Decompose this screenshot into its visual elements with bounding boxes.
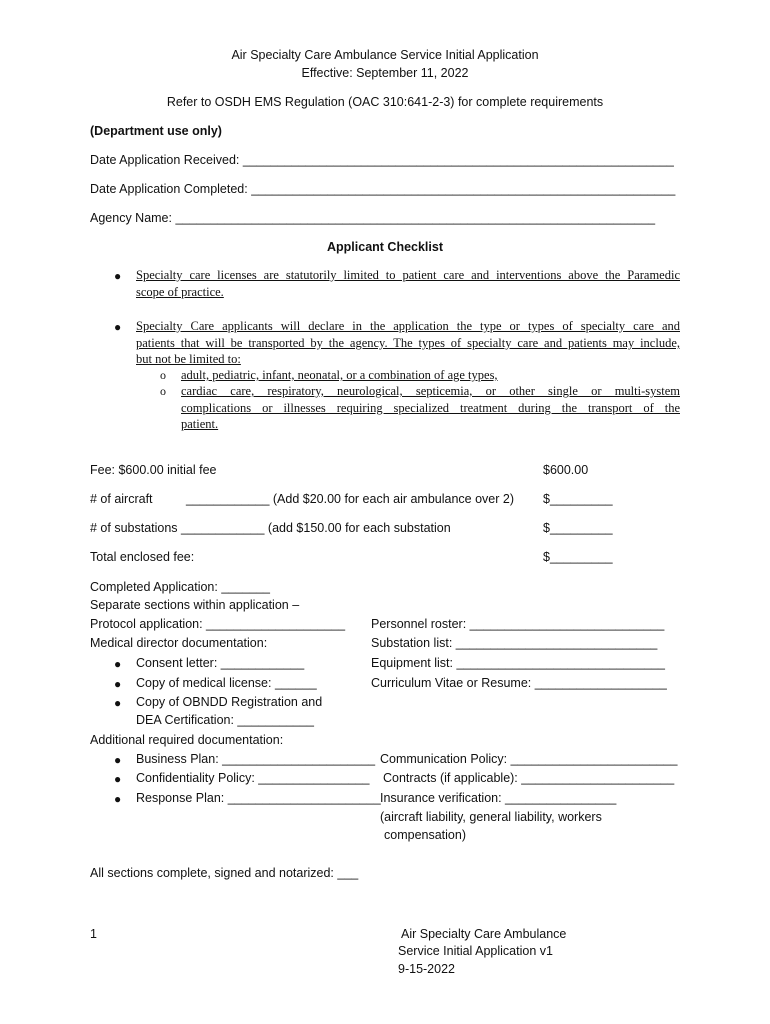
- medical-director-label: Medical director documentation:: [90, 636, 268, 650]
- substations-field[interactable]: # of substations ____________ (add $150.00 for each substation: [90, 521, 451, 535]
- substation-list-field[interactable]: Substation list: _____________________________: [371, 636, 658, 650]
- page-title: Air Specialty Care Ambulance Service Initial Application: [231, 48, 539, 62]
- checklist-item-2-line-1: Specialty Care applicants will declare in the application the type or types of specialty care and: [136, 319, 680, 333]
- footer-line-1: Air Specialty Care Ambulance: [401, 927, 567, 941]
- all-sections-complete-field[interactable]: All sections complete, signed and notarized: ___: [90, 866, 359, 880]
- aircraft-amount-field[interactable]: $_________: [543, 492, 613, 506]
- additional-documentation-label: Additional required documentation:: [90, 733, 284, 747]
- bullet-icon: ●: [114, 696, 122, 710]
- department-use-label: (Department use only): [90, 124, 222, 138]
- circle-bullet-icon: o: [160, 384, 166, 398]
- checklist-subitem-2-line-3: patient.: [181, 417, 219, 431]
- total-fee-label: Total enclosed fee:: [90, 550, 195, 564]
- bullet-icon: ●: [114, 320, 122, 334]
- bullet-icon: ●: [114, 269, 122, 283]
- medical-license-field[interactable]: Copy of medical license: ______: [136, 676, 317, 690]
- effective-date: Effective: September 11, 2022: [301, 66, 469, 80]
- regulation-reference: Refer to OSDH EMS Regulation (OAC 310:641-2-3) for complete requirements: [166, 95, 604, 109]
- agency-name-field[interactable]: Agency Name: _____________________________________________________________________: [90, 211, 656, 225]
- response-plan-field[interactable]: Response Plan: ______________________: [136, 791, 381, 805]
- aircraft-count-field[interactable]: ____________ (Add $20.00 for each air ambulance over 2): [186, 492, 515, 506]
- communication-policy-field[interactable]: Communication Policy: ________________________: [380, 752, 678, 766]
- confidentiality-policy-field[interactable]: Confidentiality Policy: ________________: [136, 771, 370, 785]
- bullet-icon: ●: [114, 677, 122, 691]
- bullet-icon: ●: [114, 753, 122, 767]
- footer-line-3: 9-15-2022: [398, 962, 455, 976]
- total-fee-field[interactable]: $_________: [543, 550, 613, 564]
- checklist-item-2-line-2: patients that will be transported by the agency. The types of specialty care and patients may include,: [136, 336, 680, 350]
- insurance-verification-field[interactable]: Insurance verification: ________________: [380, 791, 617, 805]
- fee-amount: $600.00: [543, 463, 589, 477]
- checklist-subitem-1: adult, pediatric, infant, neonatal, or a combination of age types,: [181, 368, 498, 382]
- equipment-list-field[interactable]: Equipment list: ______________________________: [371, 656, 666, 670]
- substations-amount-field[interactable]: $_________: [543, 521, 613, 535]
- checklist-item-2-line-3: but not be limited to:: [136, 352, 241, 366]
- insurance-note-line-2: compensation): [384, 828, 466, 842]
- checklist-subitem-2-line-1: cardiac care, respiratory, neurological, septicemia, or other single or multi-system: [181, 384, 680, 398]
- checklist-subitem-2-line-2: complications or illnesses requiring specialized treatment during the transport of the: [181, 401, 680, 415]
- obndd-registration-label: Copy of OBNDD Registration and: [136, 695, 323, 709]
- personnel-roster-field[interactable]: Personnel roster: ____________________________: [371, 617, 665, 631]
- dea-certification-field[interactable]: DEA Certification: ___________: [136, 713, 314, 727]
- checklist-heading: Applicant Checklist: [327, 240, 443, 254]
- checklist-item-1-line-1: Specialty care licenses are statutorily limited to patient care and interventions above the Paramedic: [136, 268, 680, 282]
- circle-bullet-icon: o: [160, 368, 166, 382]
- insurance-note-line-1: (aircraft liability, general liability, workers: [380, 810, 602, 824]
- consent-letter-field[interactable]: Consent letter: ____________: [136, 656, 305, 670]
- bullet-icon: ●: [114, 657, 122, 671]
- footer-line-2: Service Initial Application v1: [398, 944, 553, 958]
- checklist-item-1-line-2: scope of practice.: [136, 285, 224, 299]
- curriculum-vitae-field[interactable]: Curriculum Vitae or Resume: ___________________: [371, 676, 667, 690]
- date-received-field[interactable]: Date Application Received: ______________________________________________________________: [90, 153, 674, 167]
- separate-sections-label: Separate sections within application –: [90, 598, 300, 612]
- fee-label: Fee: $600.00 initial fee: [90, 463, 217, 477]
- date-completed-field[interactable]: Date Application Completed: _____________________________________________________________: [90, 182, 676, 196]
- contracts-field[interactable]: Contracts (if applicable): ______________________: [383, 771, 675, 785]
- completed-application-field[interactable]: Completed Application: _______: [90, 580, 270, 594]
- bullet-icon: ●: [114, 792, 122, 806]
- business-plan-field[interactable]: Business Plan: ______________________: [136, 752, 376, 766]
- aircraft-label: # of aircraft: [90, 492, 153, 506]
- bullet-icon: ●: [114, 772, 122, 786]
- page-number: 1: [90, 927, 97, 941]
- protocol-application-field[interactable]: Protocol application: ____________________: [90, 617, 346, 631]
